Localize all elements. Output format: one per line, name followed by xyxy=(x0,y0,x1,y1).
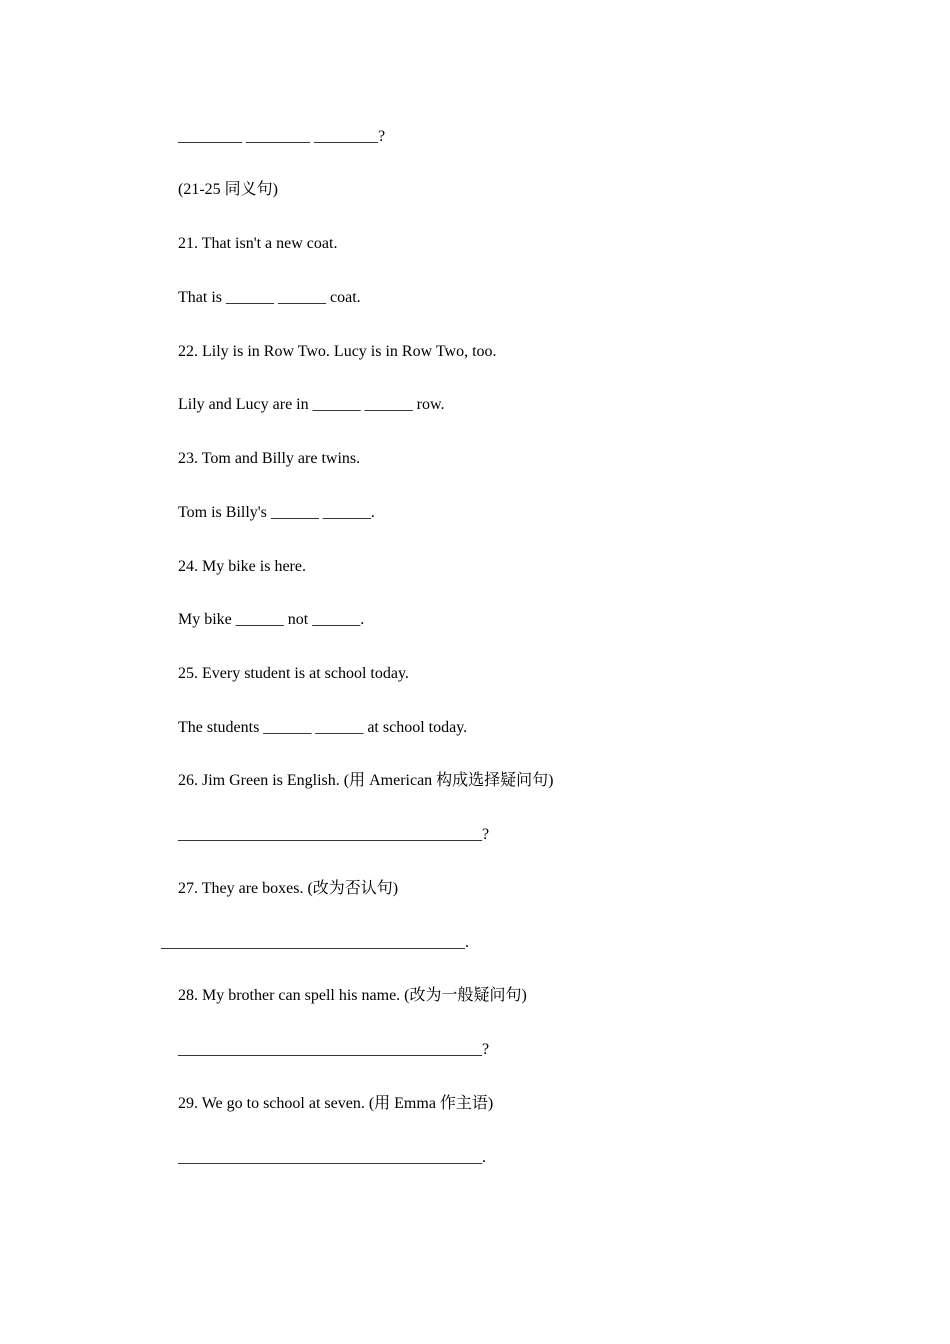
answer-line-26: ______________________________________? xyxy=(178,826,490,843)
question-23: 23. Tom and Billy are twins. xyxy=(178,450,361,467)
answer-line-24: My bike ______ not ______. xyxy=(178,611,365,628)
question-24: 24. My bike is here. xyxy=(178,558,306,575)
question-21: 21. That isn't a new coat. xyxy=(178,235,338,252)
question-28: 28. My brother can spell his name. (改为一般疑问句) xyxy=(178,987,527,1004)
answer-line-27: ______________________________________. xyxy=(161,934,469,951)
question-25: 25. Every student is at school today. xyxy=(178,665,409,682)
answer-line-21: That is ______ ______ coat. xyxy=(178,289,361,306)
section-header: (21-25 同义句) xyxy=(178,181,278,198)
question-29: 29. We go to school at seven. (用 Emma 作主语) xyxy=(178,1095,494,1112)
question-27: 27. They are boxes. (改为否认句) xyxy=(178,880,399,897)
question-26: 26. Jim Green is English. (用 American 构成选择疑问句) xyxy=(178,772,554,789)
answer-line-20: ________ ________ ________? xyxy=(178,128,386,145)
answer-line-28: ______________________________________? xyxy=(178,1041,490,1058)
question-22: 22. Lily is in Row Two. Lucy is in Row Two, too. xyxy=(178,343,497,360)
answer-line-23: Tom is Billy's ______ ______. xyxy=(178,504,375,521)
answer-line-29: ______________________________________. xyxy=(178,1149,486,1166)
answer-line-25: The students ______ ______ at school today. xyxy=(178,719,468,736)
answer-line-22: Lily and Lucy are in ______ ______ row. xyxy=(178,396,445,413)
